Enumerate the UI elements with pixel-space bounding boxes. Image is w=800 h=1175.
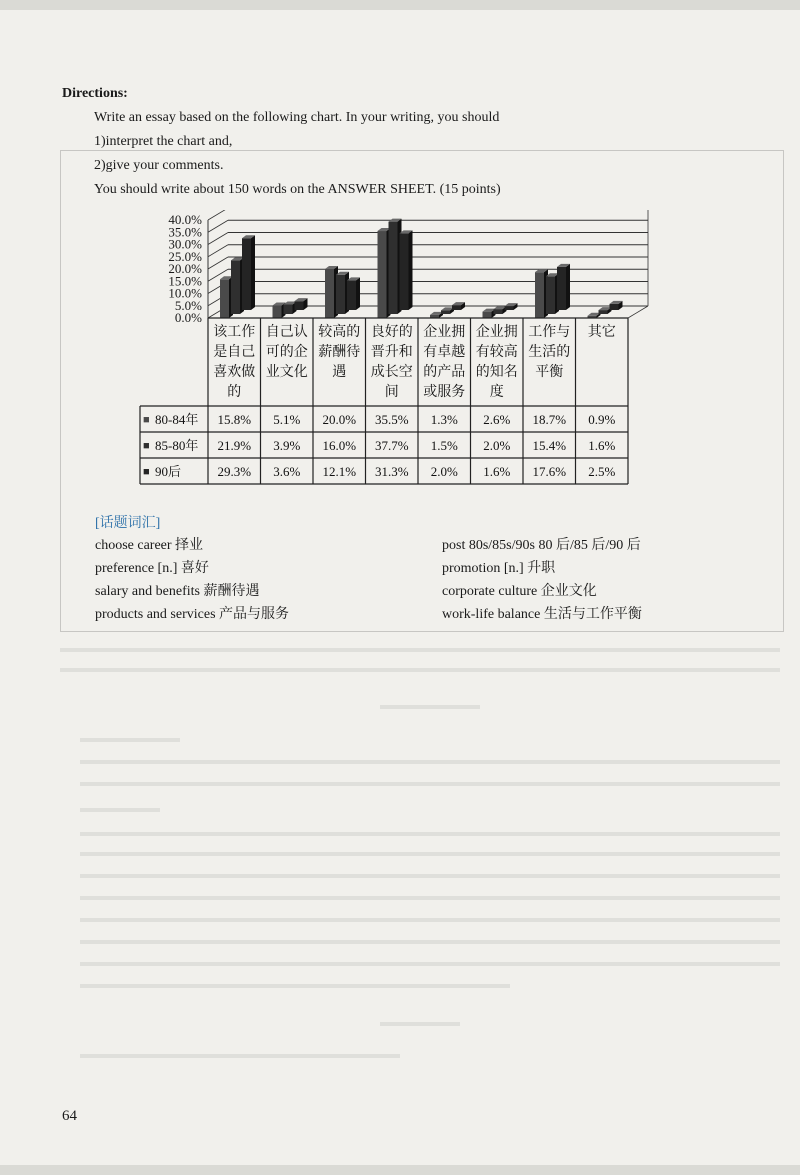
data-value: 5.1%	[273, 412, 301, 427]
category-label: 其它	[587, 325, 616, 340]
bar	[441, 310, 450, 314]
category-label: 有卓越	[423, 345, 466, 360]
bar	[535, 272, 544, 318]
gridline-depth	[208, 257, 228, 269]
vocabulary-item: salary and benefits 薪酬待遇	[95, 584, 260, 599]
data-value: 35.5%	[374, 412, 409, 427]
data-value: 18.7%	[532, 412, 567, 427]
category-label: 有较高	[475, 345, 518, 360]
bar	[242, 238, 251, 310]
category-label: 业文化	[265, 365, 308, 380]
bar	[336, 275, 345, 314]
y-tick-label: 30.0%	[168, 236, 202, 252]
bar	[284, 304, 293, 314]
bar	[505, 306, 514, 310]
bar	[295, 301, 304, 310]
bar	[347, 280, 356, 310]
chart-with-data-table	[130, 210, 700, 500]
bar	[452, 305, 461, 310]
gridline-depth	[208, 233, 228, 245]
bar-side	[251, 235, 255, 310]
vocabulary-right-column	[442, 534, 642, 626]
data-value: 29.3%	[217, 464, 252, 479]
category-label: 的知名	[475, 365, 518, 380]
data-value: 1.6%	[483, 464, 511, 479]
bar	[325, 269, 334, 318]
floor-edge	[628, 306, 648, 318]
data-value: 17.6%	[532, 464, 567, 479]
legend-marker: ■	[143, 440, 150, 452]
bar	[220, 279, 229, 318]
y-tick-label: 0.0%	[174, 310, 202, 325]
legend-label: 80-84年	[155, 412, 199, 427]
directions-line: You should write about 150 words on the ANSWER SHEET. (15 points)	[94, 182, 501, 197]
directions-line: 2)give your comments.	[94, 158, 224, 173]
vocabulary-item: promotion [n.] 升职	[442, 561, 556, 576]
bar-side	[409, 230, 413, 310]
gridline-depth	[208, 245, 228, 257]
data-value: 15.4%	[532, 438, 567, 453]
category-label: 较高的	[318, 325, 361, 340]
category-label: 的产品	[423, 365, 466, 380]
data-value: 21.9%	[217, 438, 252, 453]
category-label: 可的企	[265, 345, 308, 360]
data-value: 1.3%	[430, 412, 458, 427]
bar	[610, 304, 619, 310]
category-label: 晋升和	[370, 345, 413, 360]
bar	[273, 306, 282, 318]
category-label: 遇	[332, 365, 347, 380]
data-value: 2.0%	[483, 438, 511, 453]
category-label: 良好的	[370, 325, 413, 340]
vocabulary-item: products and services 产品与服务	[95, 607, 290, 622]
category-label: 度	[489, 385, 504, 400]
data-value: 16.0%	[322, 438, 357, 453]
category-label: 工作与	[528, 325, 571, 340]
category-label: 成长空	[370, 365, 413, 380]
directions-line: 1)interpret the chart and,	[94, 134, 233, 149]
bar	[400, 233, 409, 310]
y-tick-label: 5.0%	[174, 297, 202, 313]
bar	[378, 231, 387, 318]
vocabulary-item: choose career 择业	[95, 538, 204, 553]
legend-marker: ■	[143, 466, 150, 478]
data-value: 1.6%	[588, 438, 616, 453]
bar	[599, 310, 608, 314]
y-tick-label: 15.0%	[168, 273, 202, 289]
vocabulary-title: [话题词汇]	[95, 516, 161, 531]
data-value: 2.5%	[588, 464, 616, 479]
bar	[483, 312, 492, 318]
legend-marker: ■	[143, 414, 150, 426]
y-tick-label: 35.0%	[168, 224, 202, 240]
category-label: 企业拥	[423, 325, 466, 340]
vocabulary-item: corporate culture 企业文化	[442, 584, 597, 599]
category-label: 自己认	[265, 325, 308, 340]
category-label: 喜欢做	[213, 365, 256, 380]
vocabulary-left-column	[95, 534, 289, 626]
y-tick-label: 40.0%	[168, 212, 202, 227]
bar-side	[356, 277, 360, 310]
data-value: 20.0%	[322, 412, 357, 427]
category-label: 或服务	[423, 385, 466, 400]
directions-line: Write an essay based on the following chart. In your writing, you should	[94, 110, 500, 125]
data-value: 2.6%	[483, 412, 511, 427]
gridline-depth	[208, 210, 228, 220]
bar	[557, 267, 566, 310]
bar	[546, 276, 555, 314]
legend-label: 85-80年	[155, 438, 199, 453]
y-tick-label: 10.0%	[168, 285, 202, 301]
category-label: 企业拥	[475, 325, 518, 340]
gridline-depth	[208, 220, 228, 232]
bar-side	[566, 264, 570, 310]
category-label: 平衡	[535, 365, 564, 380]
data-value: 3.6%	[273, 464, 301, 479]
data-value: 31.3%	[374, 464, 409, 479]
bar	[494, 309, 503, 314]
bar	[231, 260, 240, 314]
vocabulary-item: post 80s/85s/90s 80 后/85 后/90 后	[442, 538, 641, 553]
category-label: 薪酬待	[318, 345, 361, 360]
vocabulary-item: preference [n.] 喜好	[95, 561, 209, 576]
data-value: 1.5%	[430, 438, 458, 453]
y-tick-label: 20.0%	[168, 261, 202, 276]
data-value: 37.7%	[374, 438, 409, 453]
legend-label: 90后	[155, 464, 182, 479]
directions-heading: Directions:	[62, 86, 128, 101]
data-value: 0.9%	[588, 412, 616, 427]
data-value: 3.9%	[273, 438, 301, 453]
category-label: 的	[227, 385, 242, 400]
bar	[389, 222, 398, 314]
data-value: 12.1%	[322, 464, 357, 479]
vocabulary-item: work-life balance 生活与工作平衡	[442, 607, 642, 622]
category-label: 该工作	[213, 325, 256, 340]
category-label: 生活的	[528, 345, 571, 360]
category-label: 是自己	[213, 345, 256, 360]
page-number: 64	[62, 1108, 77, 1124]
directions-block	[62, 82, 501, 202]
bar-chart	[130, 210, 700, 495]
data-value: 15.8%	[217, 412, 252, 427]
data-value: 2.0%	[430, 464, 458, 479]
category-label: 间	[384, 385, 399, 400]
y-tick-label: 25.0%	[168, 248, 202, 264]
